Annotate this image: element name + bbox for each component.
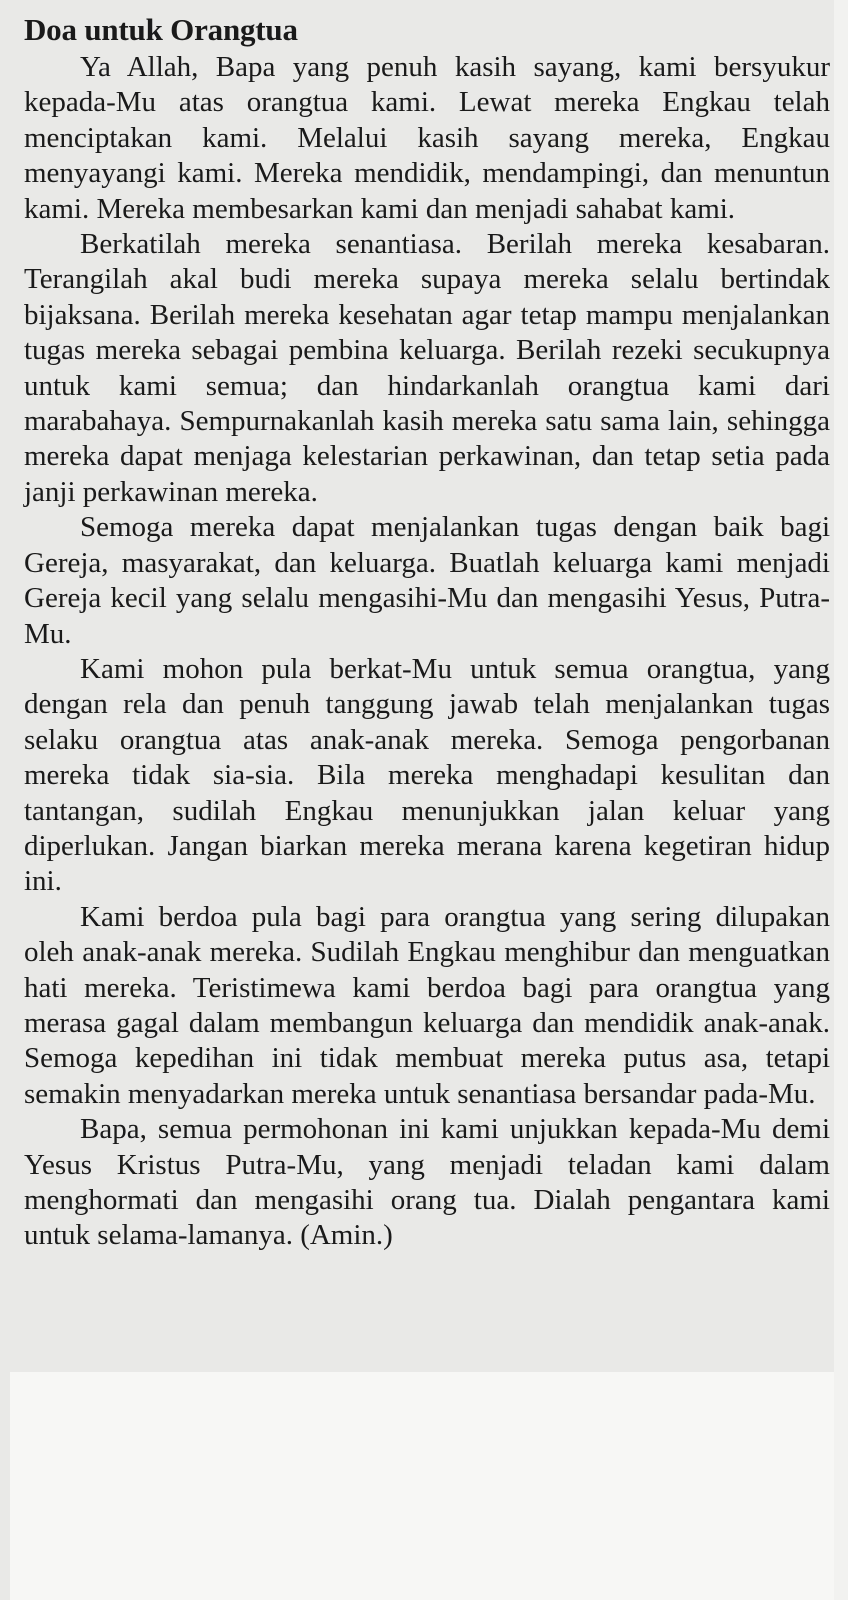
paragraph-6: Bapa, semua permohonan ini kami unjukkan kepada-Mu demi Yesus Kristus Putra-Mu, yang menjadi teladan kami dalam menghormati dan mengasihi orang tua. Dialah pengantara kami untuk selama-lamanya. (Amin.) xyxy=(24,1113,830,1252)
paragraph-5: Kami berdoa pula bagi para orangtua yang sering dilupakan oleh anak-anak mereka. Sudilah Engkau menghibur dan menguatkan hati mereka. Teristimewa kami berdoa bagi para orangtua yang merasa gagal dalam membangun keluarga dan mendidik anak-anak. Semoga kepedihan ini tidak membuat mereka putus asa, tetapi semakin menyadarkan mereka untuk senantiasa bersandar pada-Mu. xyxy=(24,900,830,1110)
prayer-title: Doa untuk Orangtua xyxy=(24,12,298,47)
paragraph-2: Berkatilah mereka senantiasa. Berilah mereka kesabaran. Terangilah akal budi mereka supaya mereka selalu bertindak bijaksana. Berilah mereka kesehatan agar tetap mampu menjalankan tugas mereka sebagai pembina keluarga. Berilah rezeki secukupnya untuk kami semua; dan hindarkanlah orangtua kami dari marabahaya. Sempurnakanlah kasih mereka satu sama lain, sehingga mereka dapat menjaga kelestarian perkawinan, dan tetap setia pada janji perkawinan mereka. xyxy=(24,228,830,508)
page-bottom-area xyxy=(10,1372,848,1600)
paragraph-4: Kami mohon pula berkat-Mu untuk semua orangtua, yang dengan rela dan penuh tanggung jawab telah menjalankan tugas selaku orangtua atas anak-anak mereka. Semoga pengorbanan mereka tidak sia-sia. Bila mereka menghadapi kesulitan dan tantangan, sudilah Engkau menunjukkan jalan keluar yang diperlukan. Jangan biarkan mereka merana karena kegetiran hidup ini. xyxy=(24,652,830,898)
prayer-text-block xyxy=(24,12,830,1254)
paragraph-3: Semoga mereka dapat menjalankan tugas dengan baik bagi Gereja, masyarakat, dan keluarga. Buatlah keluarga kami menjadi Gereja kecil yang selalu mengasihi-Mu dan mengasihi Yesus, Putra-Mu. xyxy=(24,511,830,650)
page-right-edge xyxy=(834,0,848,1600)
paragraph-1: Ya Allah, Bapa yang penuh kasih sayang, kami bersyukur kepada-Mu atas orangtua kami. Lewat mereka Engkau telah menciptakan kami. Melalui kasih sayang mereka, Engkau menyayangi kami. Mereka mendidik, mendampingi, dan menuntun kami. Mereka membesarkan kami dan menjadi sahabat kami. xyxy=(24,51,830,225)
